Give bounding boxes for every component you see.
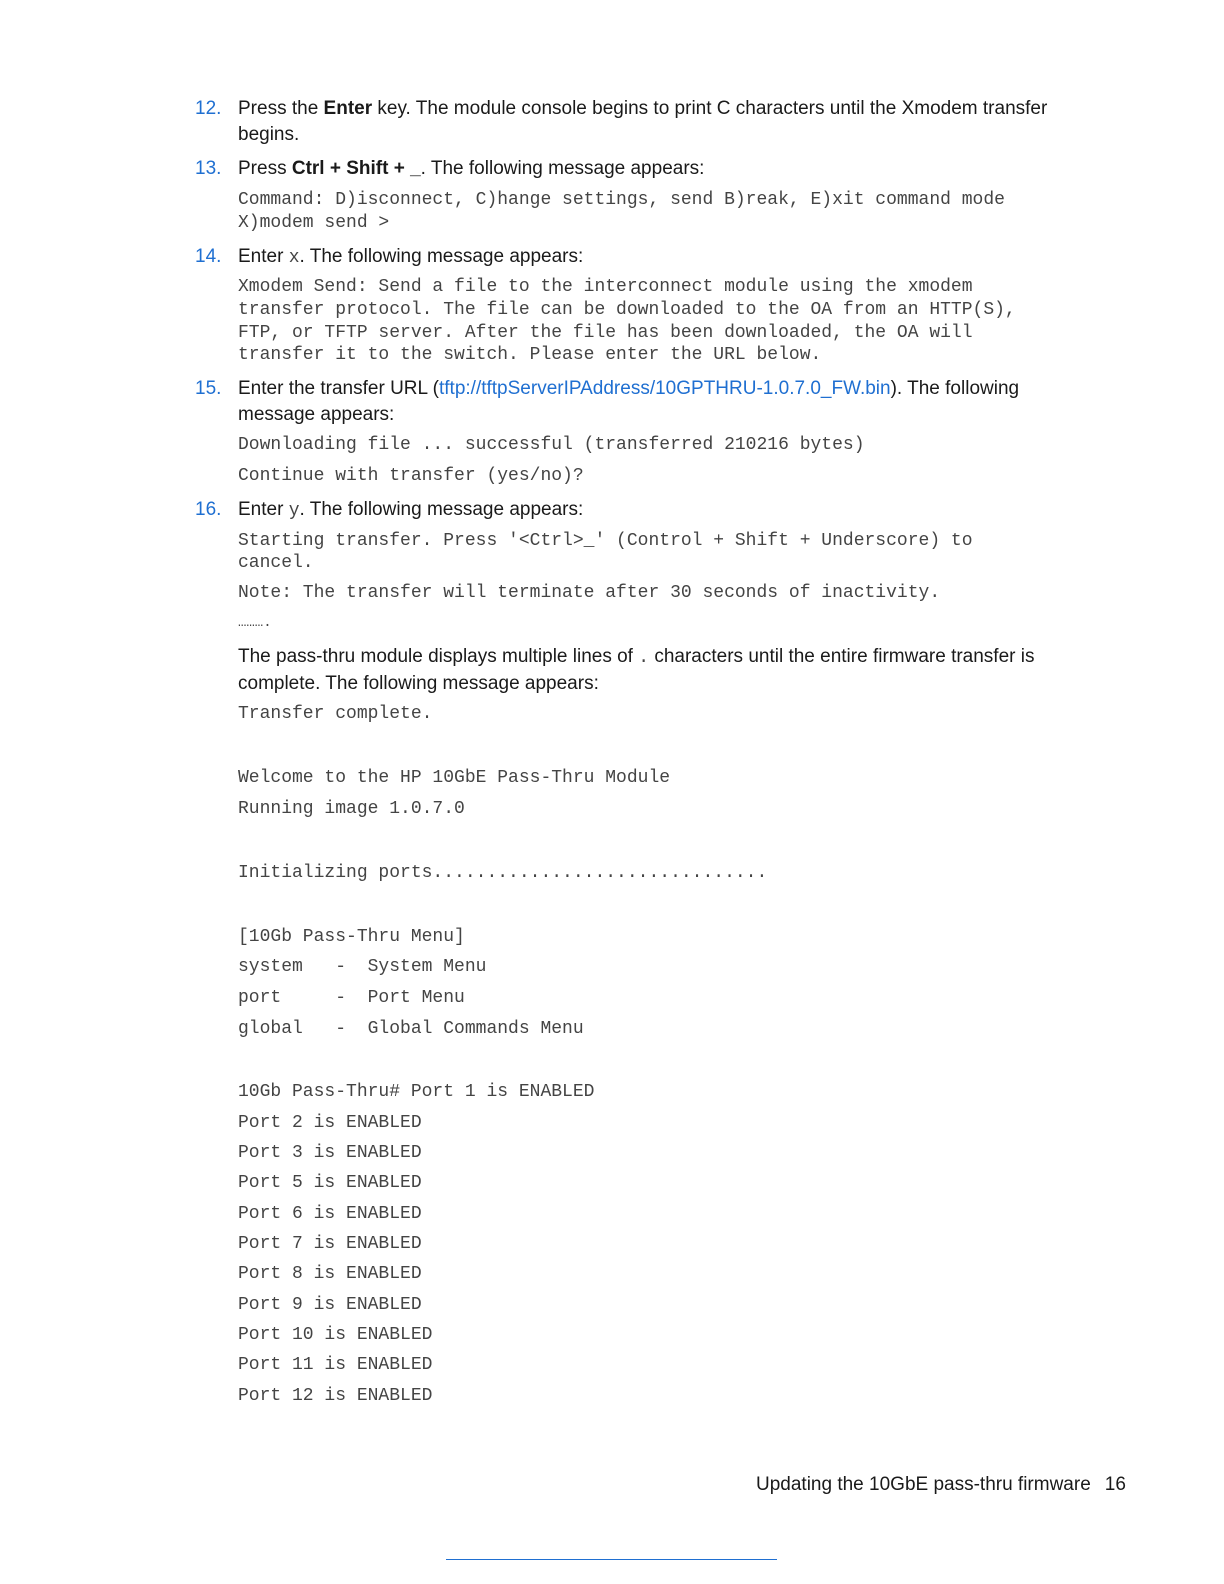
console-command-line-1: Command: D)isconnect, C)hange settings, send B)reak, E)xit command mode xyxy=(238,190,1005,210)
console-xmodem-line-3: FTP, or TFTP server. After the file has been downloaded, the OA will xyxy=(238,323,973,343)
step-number: 12. xyxy=(195,98,222,119)
console-xmodem-line-1: Xmodem Send: Send a file to the interconnect module using the xmodem xyxy=(238,277,973,297)
console-start-line-1: Starting transfer. Press '<Ctrl>_' (Control + Shift + Underscore) to xyxy=(238,531,973,551)
console-port-line: Port 12 is ENABLED xyxy=(238,1386,433,1406)
step-text: Enter y. The following message appears: xyxy=(238,499,584,521)
step-text: Enter x. The following message appears: xyxy=(238,246,584,268)
step-text: Press Ctrl + Shift + _. The following message appears: xyxy=(238,158,705,179)
console-continue-line: Continue with transfer (yes/no)? xyxy=(238,466,584,486)
console-port-line: Port 2 is ENABLED xyxy=(238,1113,422,1133)
console-port-line: Port 9 is ENABLED xyxy=(238,1295,422,1315)
console-menu-system: system - System Menu xyxy=(238,957,487,977)
step-text: Enter the transfer URL (tftp://tftpServerIPAddress/10GPTHRU-1.0.7.0_FW.bin). The following message appears: xyxy=(238,378,1020,425)
console-port-line: Port 7 is ENABLED xyxy=(238,1234,422,1254)
console-start-line-2: cancel. xyxy=(238,553,314,573)
transfer-url-link[interactable]: tftp://tftpServerIPAddress/10GPTHRU-1.0.7.0_FW.bin xyxy=(438,378,891,399)
footer-title: Updating the 10GbE pass-thru firmware xyxy=(756,1474,1091,1495)
console-download-line: Downloading file ... successful (transferred 210216 bytes) xyxy=(238,435,865,455)
console-port-1: 10Gb Pass-Thru# Port 1 is ENABLED xyxy=(238,1082,595,1102)
console-welcome: Welcome to the HP 10GbE Pass-Thru Module xyxy=(238,768,671,788)
page-footer xyxy=(756,1472,1126,1498)
console-port-line: Port 6 is ENABLED xyxy=(238,1204,422,1224)
console-command-line-2: X)modem send > xyxy=(238,213,390,233)
console-running-image: Running image 1.0.7.0 xyxy=(238,799,465,819)
step-number: 16. xyxy=(195,499,222,520)
console-port-line: Port 11 is ENABLED xyxy=(238,1355,433,1375)
console-note-line: Note: The transfer will terminate after 30 seconds of inactivity. xyxy=(238,583,941,603)
page-number: 16 xyxy=(1104,1474,1126,1495)
console-xmodem-line-2: transfer protocol. The file can be downloaded to the OA from an HTTP(S), xyxy=(238,300,1016,320)
console-port-line: Port 8 is ENABLED xyxy=(238,1264,422,1284)
console-transfer-complete: Transfer complete. xyxy=(238,704,433,724)
step-number: 14. xyxy=(195,246,222,267)
step-text: Press the Enter key. The module console begins to print C characters until the Xmodem transfer begins. xyxy=(238,98,1048,145)
console-xmodem-line-4: transfer it to the switch. Please enter the URL below. xyxy=(238,345,822,365)
console-port-line: Port 10 is ENABLED xyxy=(238,1325,433,1345)
console-menu-global: global - Global Commands Menu xyxy=(238,1019,584,1039)
console-menu-title: [10Gb Pass-Thru Menu] xyxy=(238,927,465,947)
step-number: 15. xyxy=(195,378,222,399)
console-dots-line: ………. xyxy=(238,615,272,631)
console-menu-port: port - Port Menu xyxy=(238,988,465,1008)
console-port-line: Port 3 is ENABLED xyxy=(238,1143,422,1163)
passthru-paragraph: The pass-thru module displays multiple lines of . characters until the entire firmware transfer is complete. The following message appears: xyxy=(238,646,1035,694)
console-port-line: Port 5 is ENABLED xyxy=(238,1173,422,1193)
bottom-divider xyxy=(446,1559,777,1560)
console-initializing: Initializing ports............................... xyxy=(238,863,768,883)
step-number: 13. xyxy=(195,158,222,179)
